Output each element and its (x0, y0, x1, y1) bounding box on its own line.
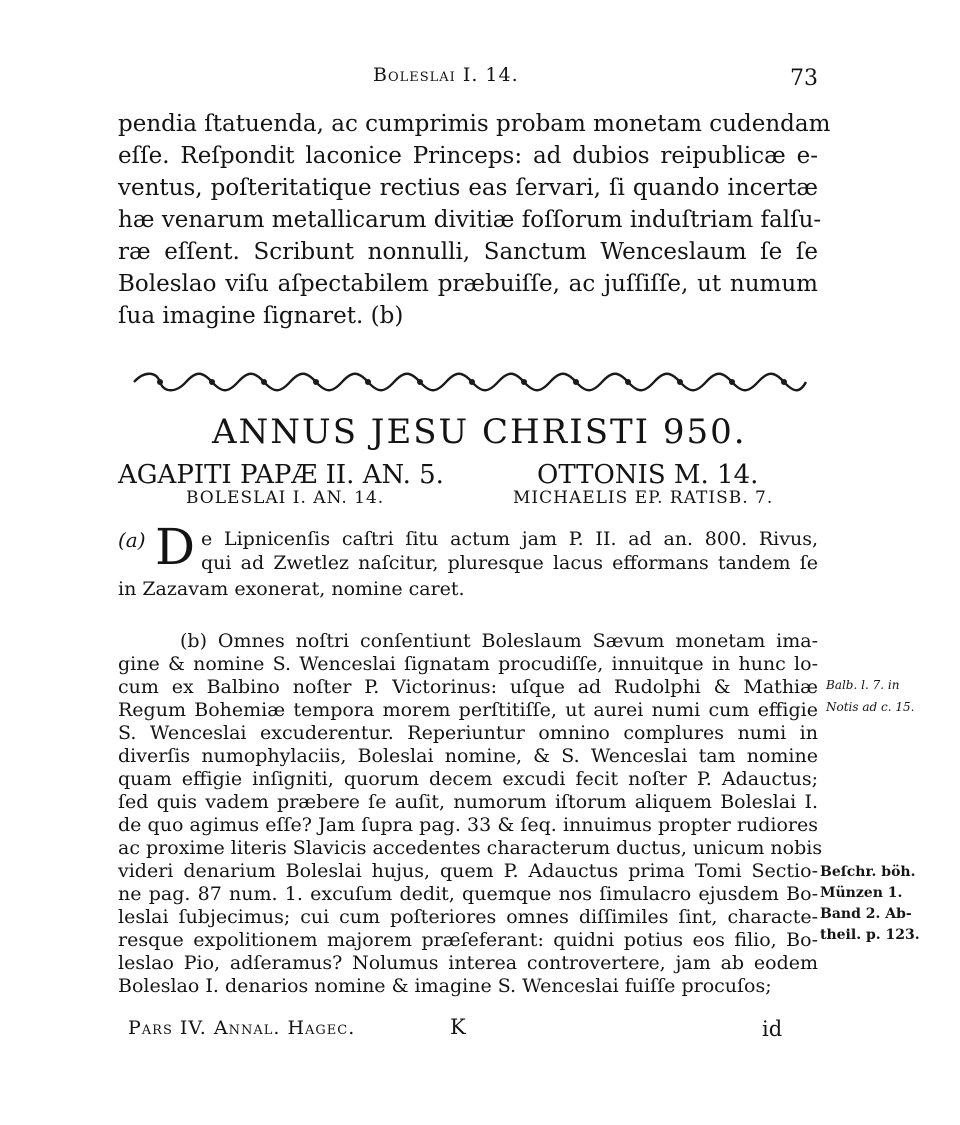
footnote-b-line: diverſis numophylaciis, Boleslai nomine, & S. Wenceslai tam nomine (118, 745, 818, 767)
running-head-title: Boleslai I. 14. (373, 64, 519, 86)
footnote-b-line: ſed quis vadem præbere ſe auſit, numorum iſtorum aliquem Boleslai I. (118, 791, 818, 813)
margin-citation: Notis ad c. 15. (826, 700, 915, 714)
page-number: 73 (790, 66, 818, 91)
footnote-b-line: ne pag. 87 num. 1. excuſum dedit, quemque nos ſimulacro ejusdem Bo- (118, 883, 818, 905)
footnote-line: e Lipnicenſis caſtri ſitu actum jam P. II. ad an. 800. Rivus, (201, 528, 818, 550)
footnote-b-line: cum ex Balbino noſter P. Victorinus: uſque ad Rudolphi & Mathiæ (118, 676, 818, 698)
footer-volume: Pars IV. Annal. Hagec. (128, 1017, 356, 1039)
margin-citation: Beſchr. böh. (820, 864, 916, 880)
footnote-b-line: S. Wenceslai excuderentur. Reperiuntur omnino complures numi in (118, 722, 818, 744)
footnote-b-line: Boleslao I. denarios nomine & imagine S. Wenceslai fuiſſe procuſos; (118, 975, 772, 997)
margin-citation: Balb. l. 7. in (826, 678, 900, 692)
footnote-b-line: leslao Pio, adſeramus? Nolumus interea controvertere, jam ab eodem (118, 952, 818, 974)
intro-line: ræ eſſent. Scribunt nonnulli, Sanctum Wenceslaum ſe ſe (118, 239, 818, 265)
footnote-b-line: videri denarium Boleslai hujus, quem P. Adauctus prima Tomi Sectio- (118, 860, 818, 882)
catchword: id (762, 1017, 783, 1041)
footnote-b-line: resque expolitionem majorem præſeferant: quidni potius eos filio, Bo- (118, 929, 818, 951)
signature-mark: K (450, 1015, 466, 1039)
year-heading: ANNUS JESU CHRISTI 950. (212, 412, 747, 452)
footnote-b-line: ac proxime literis Slavicis accedentes characterum ductus, unicum nobis (118, 837, 823, 859)
running-head (118, 64, 818, 94)
footnote-marker: (a) (118, 528, 146, 552)
intro-line: pendia ſtatuenda, ac cumprimis probam monetam cudendam (118, 111, 831, 137)
intro-line: hæ venarum metallicarum divitiæ foſſorum induſtriam falſu- (118, 207, 822, 233)
intro-line: ſua imagine ſignaret. (b) (118, 303, 404, 329)
intro-line: eſſe. Reſpondit laconice Princeps: ad dubios reipublicæ e- (118, 143, 818, 169)
subheader-bishop: MICHAELIS EP. RATISB. 7. (513, 488, 774, 508)
footnote-b-line: gine & nomine S. Wenceslai ſignatam procudiſſe, innuitque in hunc lo- (118, 653, 818, 675)
intro-line: ventus, poſteritatique rectius eas ſervari, ſi quando incertæ (118, 175, 818, 201)
intro-line: Boleslao viſu aſpectabilem præbuiſſe, ac juſſiſſe, ut numum (118, 271, 818, 297)
footnote-b-line: quam effigie inſigniti, quorum decem excudi fecit noſter P. Adauctus; (118, 768, 818, 790)
margin-citation: theil. p. 123. (820, 927, 920, 943)
subheader-duke: BOLESLAI I. AN. 14. (186, 488, 385, 508)
footnote-b-line: de quo agimus eſſe? Jam ſupra pag. 33 & ſeq. innuimus propter rudiores (118, 814, 818, 836)
header-emperor: OTTONIS M. 14. (537, 460, 759, 490)
footnote-b-line: (b) Omnes noſtri conſentiunt Boleslaum Sævum monetam ima- (180, 630, 818, 652)
header-pope: AGAPITI PAPÆ II. AN. 5. (118, 460, 444, 490)
drop-cap: D (155, 518, 196, 576)
footnote-b-line: Regum Bohemiæ tempora morem perſtitiſſe, ut aurei numi cum effigie (118, 699, 818, 721)
footnote-line: in Zazavam exonerat, nomine caret. (118, 578, 465, 600)
decorative-border (130, 369, 810, 395)
footnote-b-line: leslai ſubjecimus; cui cum poſteriores omnes diſſimiles ſint, characte- (118, 906, 818, 928)
margin-citation: Münzen 1. (820, 885, 903, 901)
margin-citation: Band 2. Ab- (820, 906, 912, 922)
footnote-line: qui ad Zwetlez naſcitur, pluresque lacus efformans tandem ſe (201, 552, 818, 574)
